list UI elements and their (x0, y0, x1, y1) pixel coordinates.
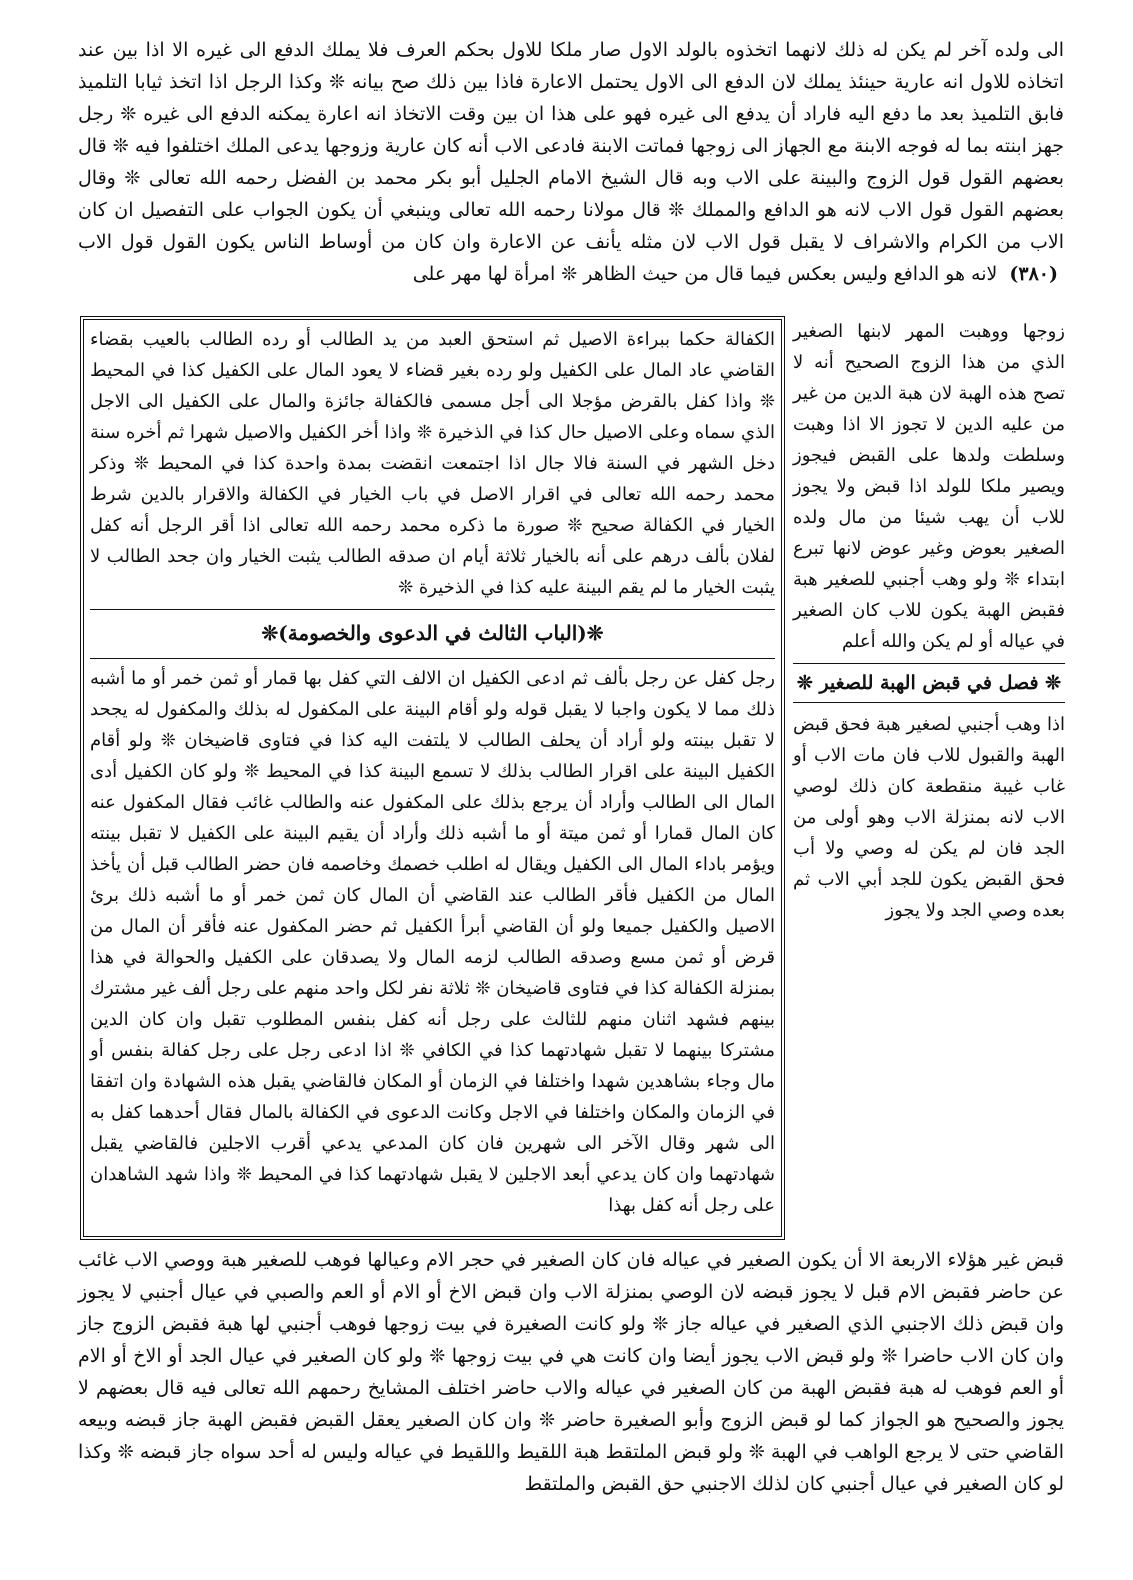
box-divider-bottom (90, 658, 775, 659)
top-paragraph (78, 34, 1064, 290)
box-paragraph-2: رجل كفل عن رجل بألف ثم ادعى الكفيل ان الالف التي كفل بها قمار أو ثمن خمر أو ما أشبه ذلك مما لا يكون واجبا لا يقبل قوله ولو أقام البينة على المكفول له بذلك والمكفول له يجحد لا تقبل بينته ولو أراد أن يحلف الطالب لا يلتفت اليه كذا في فتاوى قاضيخان ❊ ولو أقام الكفيل البينة على اقرار الطالب بذلك لا تسمع البينة كذا في المحيط ❊ ولو كان الكفيل أدى المال الى الطالب وأراد أن يرجع بذلك على المكفول عنه والطالب غائب فقال المكفول عنه كان المال قمارا أو ثمن ميتة أو ما أشبه ذلك وأراد أن يقيم البينة على الكفيل لا تقبل بينته ويؤمر باداء المال الى الكفيل ويقال له اطلب خصمك وخاصمه فان حضر الطالب قبل أن يأخذ المال من الكفيل فأقر الطالب عند القاضي أن المال كان ثمن خمر أو ما أشبه ذلك برئ الاصيل والكفيل جميعا ولو أن القاضي أبرأ الكفيل ثم حضر المكفول عنه فأقر أن المال من قرض أو ثمن مسع وصدقه الطالب لزمه المال ولا يصدقان على الكفيل والحوالة في هذا بمنزلة الكفالة كذا في فتاوى قاضيخان ❊ ثلاثة نفر لكل واحد منهم على رجل ألف غير مشترك بينهم فشهد اثنان منهم للثالث على رجل أنه كفل بنفس المطلوب تقبل وان كان الدين مشتركا بينهما لا تقبل شهادتهما كذا في الكافي ❊ اذا ادعى رجل على رجل كفالة بنفس أو مال وجاء بشاهدين شهدا واختلفا في الزمان أو المكان فالقاضي يقبل هذه الشهادة وان اتفقا في الزمان والمكان واختلفا في الاجل وكانت الدعوى في الكفالة بالمال فقال أحدهما كفل به الى شهر وقال الآخر الى شهرين فان كان المدعي يدعي أقرب الاجلين فالقاضي يقبل شهادتهما وان كان يدعي أبعد الاجلين لا يقبل شهادتهما كذا في المحيط ❊ واذا شهد الشاهدان على رجل أنه كفل بهذا (90, 668, 775, 1216)
top-text-continuation: لانه هو الدافع وليس بعكس فيما قال من حيث الظاهر ❊ امرأة لها مهر على (412, 263, 998, 285)
framed-text-inner (90, 324, 775, 1232)
side-paragraph-2: اذا وهب أجنبي لصغير هبة فحق قبض الهبة والقبول للاب فان مات الاب أو غاب غيبة منقطعة كان ذلك لوصي الاب لانه بمنزلة الاب وهو أولى من الجد فان لم يكن له وصي ولا أب فحق القبض يكون للجد أبي الاب ثم بعده وصي الجد ولا يجوز (793, 714, 1065, 921)
box-paragraph-1: الكفالة حكما ببراءة الاصيل ثم استحق العبد من يد الطالب أو رده الطالب بالعيب بقضاء القاضي عاد المال على الكفيل ولو رده بغير قضاء لا يعود المال على الكفيل كذا في المحيط ❊ واذا كفل بالقرض مؤجلا الى أجل مسمى فالكفالة جائزة والمال على الكفيل الى الاجل الذي سماه وعلى الاصيل حال كذا في الذخيرة ❊ واذا أخر الكفيل والاصيل شهرا ثم أخره سنة دخل الشهر في السنة فالا جال اذا اجتمعت انقضت بمدة واحدة كذا في المحيط ❊ وذكر محمد رحمه الله تعالى في اقرار الاصل في باب الخيار في الكفالة والاقرار بالدين شرط الخيار في الكفالة صحيح ❊ صورة ما ذكره محمد رحمه الله تعالى اذا أقر الرجل أنه كفل لفلان بألف درهم على أنه بالخيار ثلاثة أيام ان صدقه الطالب يثبت الخيار وان جحد الطالب لا يثبت الخيار ما لم يقم البينة عليه كذا في الذخيرة ❊ (90, 329, 775, 598)
chapter-title: ❊(الباب الثالث في الدعوى والخصومة)❊ (261, 621, 604, 645)
side-section-heading: ❊ فصل في قبض الهبة للصغير ❊ (793, 663, 1065, 703)
side-column (793, 316, 1065, 1240)
framed-text-box (80, 316, 785, 1240)
bottom-paragraph: قبض غير هؤلاء الاربعة الا أن يكون الصغير في عياله فان كان الصغير في حجر الام وعيالها فوهب للصغير هبة ووصي الاب غائب عن حاضر فقبض الام قبل لا يجوز قبضه لان الوصي بمنزلة الاب وان قبض الاخ أو الام أو العم والصبي في عيال أجنبي لا يجوز وان قبض ذلك الاجنبي الذي الصغير في عياله جاز ❊ ولو كانت الصغيرة في بيت زوجها فوهب أجنبي لها هبة فقبض الزوج جاز وان كان الاب حاضرا ❊ ولو قبض الاب يجوز أيضا وان كانت هي في بيت زوجها ❊ ولو كان الصغير في عيال الجد أو الاخ أو الام أو العم فوهب له هبة فقبض الهبة من كان الصغير في عياله والاب حاضر اختلف المشايخ رحمهم الله تعالى فيه قال بعضهم لا يجوز والصحيح هو الجواز كما لو قبض الزوج وأبو الصغيرة حاضر ❊ وان كان الصغير يعقل القبض فقبض الهبة جاز قبضه وبيعه القاضي حتى لا يرجع الواهب في الهبة ❊ ولو قبض الملتقط هبة اللقيط واللقيط في عياله وليس له أحد سواه جاز قبضه ❊ وكذا لو كان الصغير في عيال أجنبي كان لذلك الاجنبي حق القبض والملتقط (78, 1249, 1064, 1495)
box-divider-top (90, 609, 775, 610)
top-text-main: الى ولده آخر لم يكن له ذلك لانهما اتخذوه بالولد الاول صار ملكا للاول بحكم العرف فلا يملك الدفع الى غيره الا اذا بين عند اتخاذه للاول انه عارية حينئذ يملك لان الدفع الى الاول يحتمل الاعارة فاذا بين ذلك صح بيانه ❊ وكذا الرجل اذا اتخذ ثيابا التلميذ فابق التلميذ بعد ما دفع اليه فاراد أن يدفع الى غيره فهو على هذا ان بين وقت الاتخاذ انه اعارة يمكنه الدفع الى غيره ❊ رجل جهز ابنته بما له فوجه الابنة مع الجهاز الى زوجها فماتت الابنة فادعى الاب أنه كان عارية وزوجها يدعى الملك اختلفوا فيه ❊ قال بعضهم القول قول الزوج والبينة على الاب وبه قال الشيخ الامام الجليل أبو بكر محمد بن الفضل رحمه الله تعالى ❊ وقال بعضهم القول قول الاب لانه هو الدافع والمملك ❊ قال مولانا رحمه الله تعالى وينبغي أن يكون الجواب على التفصيل ان كان الاب من الكرام والاشراف لا يقبل قول الاب لان مثله يأنف عن الاعارة وان كان من أوساط الناس يكون القول قول الاب (78, 39, 1064, 253)
side-paragraph-1: زوجها ووهبت المهر لابنها الصغير الذي من هذا الزوج الصحيح أنه لا تصح هذه الهبة لان هبة الدين من غير من عليه الدين لا تجوز الا اذا وهبت وسلطت ولدها على القبض فيجوز ويصير ملكا للولد اذا قبض ولا يجوز للاب أن يهب شيئا من مال ولده الصغير بعوض وغير عوض لانها تبرع ابتداء ❊ ولو وهب أجنبي للصغير هبة فقبض الهبة يكون للاب كان الصغير في عياله أو لم يكن والله أعلم (793, 321, 1065, 652)
page-number: (٣٨٠) (1009, 263, 1058, 285)
